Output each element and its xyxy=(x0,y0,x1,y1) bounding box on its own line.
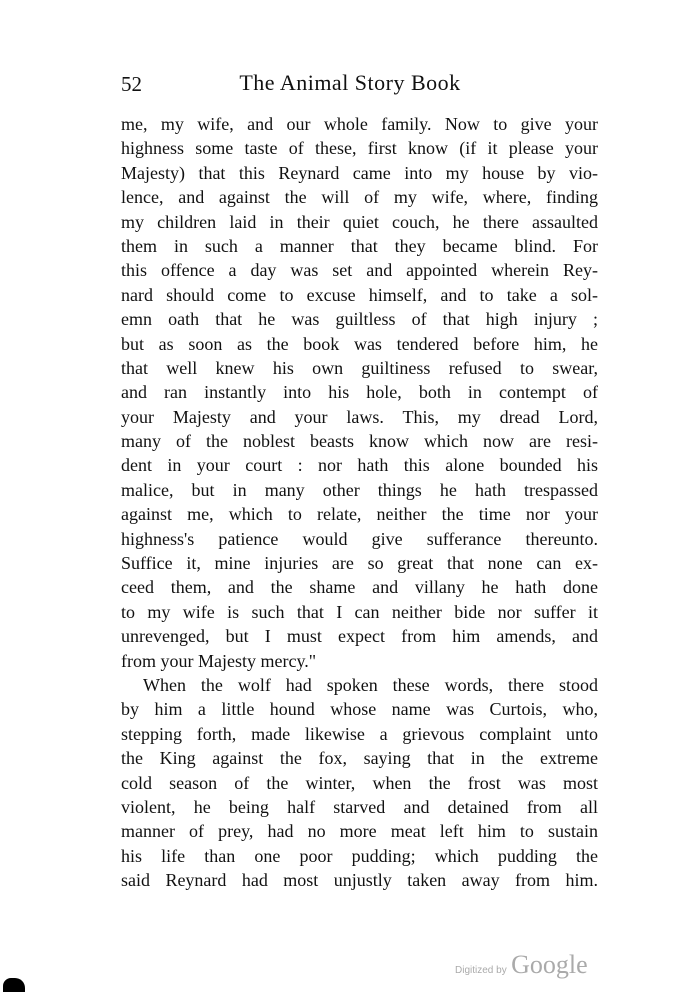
text-line: many of the noblest beasts know which now are resi- xyxy=(121,431,598,452)
page-body xyxy=(121,112,598,893)
text-line: and ran instantly into his hole, both in contempt of xyxy=(121,382,598,403)
text-line: When the wolf had spoken these words, there stood xyxy=(143,674,598,695)
text-line: violent, he being half starved and detained from all xyxy=(121,796,598,817)
text-line: by him a little hound whose name was Curtois, who, xyxy=(121,699,598,720)
text-line: my children laid in their quiet couch, he there assaulted xyxy=(121,211,598,232)
running-title: The Animal Story Book xyxy=(239,70,461,95)
text-line: his life than one poor pudding; which pudding the xyxy=(121,845,598,866)
watermark-brand: Google xyxy=(511,950,588,979)
text-line: to my wife is such that I can neither bide nor suffer it xyxy=(121,601,598,622)
text-line: dent in your court : nor hath this alone bounded his xyxy=(121,455,598,476)
text-line: this offence a day was set and appointed wherein Rey- xyxy=(121,260,598,281)
text-line: nard should come to excuse himself, and to take a sol- xyxy=(121,284,598,305)
text-line: highness some taste of these, first know (if it please your xyxy=(121,138,598,159)
text-line: manner of prey, had no more meat left him to sustain xyxy=(121,821,598,842)
text-line: but as soon as the book was tendered before him, he xyxy=(121,333,598,354)
text-line: emn oath that he was guiltless of that high injury ; xyxy=(121,309,598,330)
text-line: said Reynard had most unjustly taken away from him. xyxy=(121,870,598,891)
watermark-prefix: Digitized by xyxy=(455,965,507,976)
text-line: your Majesty and your laws. This, my dread Lord, xyxy=(121,406,598,427)
text-line: Suffice it, mine injuries are so great that none can ex- xyxy=(121,553,598,574)
text-line: ceed them, and the shame and villany he hath done xyxy=(121,577,598,598)
text-line: stepping forth, made likewise a grievous complaint unto xyxy=(121,723,598,744)
text-line: Majesty) that this Reynard came into my house by vio- xyxy=(121,162,598,183)
text-line: me, my wife, and our whole family. Now to give your xyxy=(121,114,598,134)
digitized-by-google-watermark xyxy=(455,950,588,980)
text-line: them in such a manner that they became blind. For xyxy=(121,235,598,256)
text-line: cold season of the winter, when the frost was most xyxy=(121,772,598,793)
text-line: that well knew his own guiltiness refused to swear, xyxy=(121,357,598,378)
text-line: from your Majesty mercy." xyxy=(121,650,317,671)
text-line: highness's patience would give sufferance thereunto. xyxy=(121,528,598,549)
text-line: unrevenged, but I must expect from him amends, and xyxy=(121,626,598,647)
text-line: lence, and against the will of my wife, where, finding xyxy=(121,187,598,208)
text-line: the King against the fox, saying that in the extreme xyxy=(121,748,598,769)
page-number: 52 xyxy=(121,72,142,96)
text-line: against me, which to relate, neither the time nor your xyxy=(121,504,598,525)
text-line: malice, but in many other things he hath trespassed xyxy=(121,479,598,500)
scan-corner-mark xyxy=(3,978,25,992)
